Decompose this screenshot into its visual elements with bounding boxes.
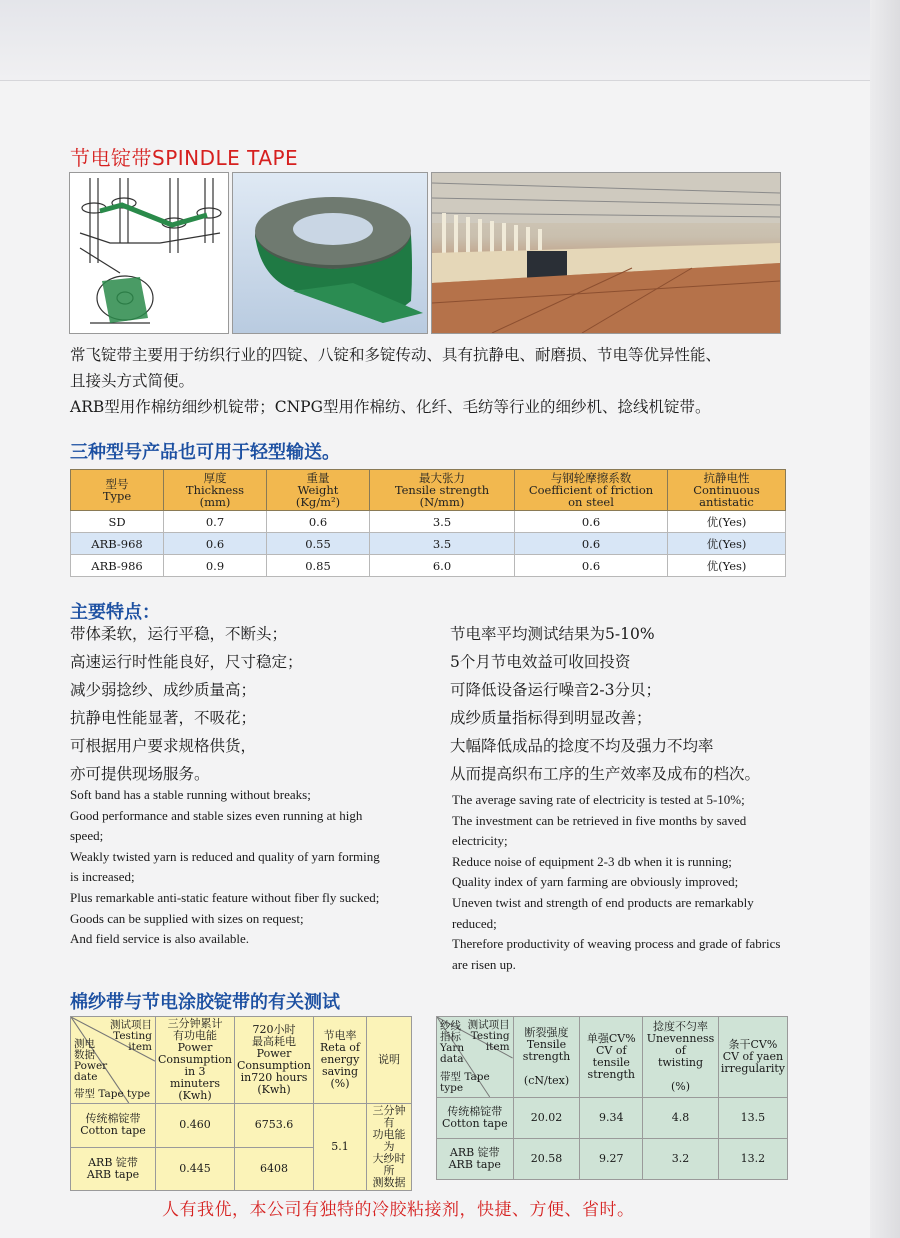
- feature-line: 减少弱捻纱、成纱质量高；: [70, 681, 257, 699]
- table-header-cell: 断裂强度 Tensile strength (cN/tex): [513, 1017, 580, 1098]
- table-cell: 0.460: [156, 1104, 235, 1148]
- table-cell: 0.7: [164, 511, 267, 533]
- feature-line: Quality index of yarn farming are obviously improved;: [452, 874, 739, 890]
- feature-line: And field service is also available.: [70, 931, 250, 947]
- table-cell: 9.34: [580, 1098, 643, 1139]
- feature-line: Uneven twist and strength of end products are remarkably reduced;: [452, 894, 754, 931]
- table-cell: 0.6: [164, 533, 267, 555]
- spec-header-cell: 型号 Type: [71, 470, 164, 511]
- features-en-right: [452, 790, 792, 975]
- page-right-edge: [870, 0, 900, 1238]
- spindle-drive-diagram-image: [69, 172, 229, 334]
- table-cell: 0.6: [515, 555, 668, 577]
- features-cn-left: [70, 620, 303, 788]
- feature-line: 带体柔软，运行平稳，不断头；: [70, 625, 288, 643]
- table-header-cell: 720小时 最高耗电 Power Consumption in720 hours (Kwh): [235, 1017, 314, 1104]
- table-cell: 20.02: [513, 1098, 580, 1139]
- table-cell: 0.6: [515, 511, 668, 533]
- table-cell: 优(Yes): [668, 533, 786, 555]
- table-cell: ARB-968: [71, 533, 164, 555]
- table-cell: 13.5: [718, 1098, 787, 1139]
- table-cell: 6408: [235, 1147, 314, 1191]
- feature-line: 抗静电性能显著，不吸花；: [70, 709, 257, 727]
- feature-line: Goods can be supplied with sizes on request;: [70, 910, 304, 926]
- table-cell: 0.445: [156, 1147, 235, 1191]
- spec-header-cell: 与钢轮摩擦系数 Coefficient of friction on steel: [515, 470, 668, 511]
- table-cell: 9.27: [580, 1139, 643, 1180]
- table-header-cell: 节电率 Reta of energy saving (%): [314, 1017, 367, 1104]
- feature-line: The investment can be retrieved in five months by saved electricity;: [452, 812, 747, 849]
- table-header-row: [437, 1017, 788, 1098]
- feature-line: Reduce noise of equipment 2-3 db when it is running;: [452, 853, 732, 869]
- table-cell: 6753.6: [235, 1104, 314, 1148]
- table-cell: 0.55: [267, 533, 370, 555]
- intro-line: ARB型用作棉纺细纱机锭带；CNPG型用作棉纺、化纤、毛纺等行业的细纱机、捻线机锭带。: [70, 398, 711, 416]
- spec-heading: 三种型号产品也可用于轻型输送。: [70, 442, 340, 463]
- table-row: [71, 533, 786, 555]
- table-header-cell: 捻度不匀率 Unevenness of twisting (%): [643, 1017, 719, 1098]
- table-row: [437, 1139, 788, 1180]
- table-cell: 优(Yes): [668, 511, 786, 533]
- feature-line: 可根据用户要求规格供货，: [70, 737, 257, 755]
- feature-line: 5个月节电效益可收回投资: [450, 653, 631, 671]
- feature-line: Weakly twisted yarn is reduced and quality of yarn forming is increased;: [70, 848, 380, 885]
- table-row: [71, 1104, 412, 1148]
- page-title: 节电锭带SPINDLE TAPE: [70, 146, 299, 170]
- table-cell: 13.2: [718, 1139, 787, 1180]
- feature-line: 高速运行时性能良好，尺寸稳定；: [70, 653, 303, 671]
- feature-line: Plus remarkable anti-static feature without fiber fly sucked;: [70, 889, 380, 905]
- power-test-table: [70, 1016, 412, 1191]
- feature-line: Soft band has a stable running without breaks;: [70, 787, 311, 802]
- table-cell: 0.85: [267, 555, 370, 577]
- table-cell: 3.2: [643, 1139, 719, 1180]
- features-cn-right: [450, 620, 760, 788]
- intro-text: [70, 342, 800, 420]
- table-cell: 3.5: [370, 511, 515, 533]
- table-cell: 传统棉锭带 Cotton tape: [71, 1104, 156, 1148]
- spec-header-cell: 最大张力 Tensile strength (N/mm): [370, 470, 515, 511]
- feature-line: 大幅降低成品的捻度不均及强力不均率: [450, 737, 714, 755]
- table-row: [71, 555, 786, 577]
- feature-line: Therefore productivity of weaving process and grade of fabrics are risen up.: [452, 936, 781, 972]
- table-cell: 0.6: [267, 511, 370, 533]
- table-cell: ARB 锭带 ARB tape: [71, 1147, 156, 1191]
- features-heading: 主要特点：: [70, 602, 160, 623]
- spec-header-cell: 抗静电性 Continuous antistatic: [668, 470, 786, 511]
- feature-line: 节电率平均测试结果为5-10%: [450, 625, 655, 643]
- spec-header-cell: 重量 Weight (Kg/m²): [267, 470, 370, 511]
- table-header-cell: 说明: [367, 1017, 412, 1104]
- feature-line: 成纱质量指标得到明显改善；: [450, 709, 652, 727]
- test-heading: 棉纱带与节电涂胶锭带的有关测试: [70, 992, 340, 1013]
- page-top-edge: [0, 0, 900, 81]
- features-en-left: [70, 785, 390, 950]
- table-cell: 0.6: [515, 533, 668, 555]
- table-cell: 0.9: [164, 555, 267, 577]
- feature-line: 可降低设备运行噪音2-3分贝；: [450, 681, 661, 699]
- spec-header-row: [71, 470, 786, 511]
- intro-line: 常飞锭带主要用于纺织行业的四锭、八锭和多锭传动、具有抗静电、耐磨损、节电等优异性能、: [70, 346, 722, 364]
- table-cell: 6.0: [370, 555, 515, 577]
- feature-line: The average saving rate of electricity is tested at 5-10%;: [452, 792, 745, 807]
- table-corner-cell: 测试项目 Testing item 测电 数据 Power date 带型 Tape type: [71, 1017, 156, 1104]
- table-cell: SD: [71, 511, 164, 533]
- table-row: [71, 511, 786, 533]
- intro-line: 且接头方式简便。: [70, 372, 195, 390]
- table-corner-cell: 测试项目 Testing item 纱线 指标 Yarn data 带型 Tape type: [437, 1017, 514, 1098]
- table-cell: ARB-986: [71, 555, 164, 577]
- feature-line: Good performance and stable sizes even running at high speed;: [70, 807, 363, 844]
- table-row: [437, 1098, 788, 1139]
- spec-table: [70, 469, 786, 577]
- table-cell: 4.8: [643, 1098, 719, 1139]
- spec-header-cell: 厚度 Thickness (mm): [164, 470, 267, 511]
- table-cell: 3.5: [370, 533, 515, 555]
- table-cell: 三分钟有 功电能为 大纱时所 测数据: [367, 1104, 412, 1191]
- footer-slogan: 人有我优，本公司有独特的冷胶粘接剂，快捷、方便、省时。: [162, 1200, 635, 1220]
- table-cell: 传统棉锭带 Cotton tape: [437, 1098, 514, 1139]
- table-cell: ARB 锭带 ARB tape: [437, 1139, 514, 1180]
- table-header-cell: 三分钟累计 有功电能 Power Consumption in 3 minuters (Kwh): [156, 1017, 235, 1104]
- spinning-mill-image: [431, 172, 781, 334]
- table-cell: 5.1: [314, 1104, 367, 1191]
- feature-line: 亦可提供现场服务。: [70, 765, 210, 783]
- yarn-test-table: [436, 1016, 788, 1180]
- table-header-row: [71, 1017, 412, 1104]
- table-cell: 20.58: [513, 1139, 580, 1180]
- table-header-cell: 单强CV% CV of tensile strength: [580, 1017, 643, 1098]
- tape-roll-image: [232, 172, 428, 334]
- feature-line: 从而提高织布工序的生产效率及成布的档次。: [450, 765, 761, 783]
- table-header-cell: 条干CV% CV of yaen irregularity: [718, 1017, 787, 1098]
- table-cell: 优(Yes): [668, 555, 786, 577]
